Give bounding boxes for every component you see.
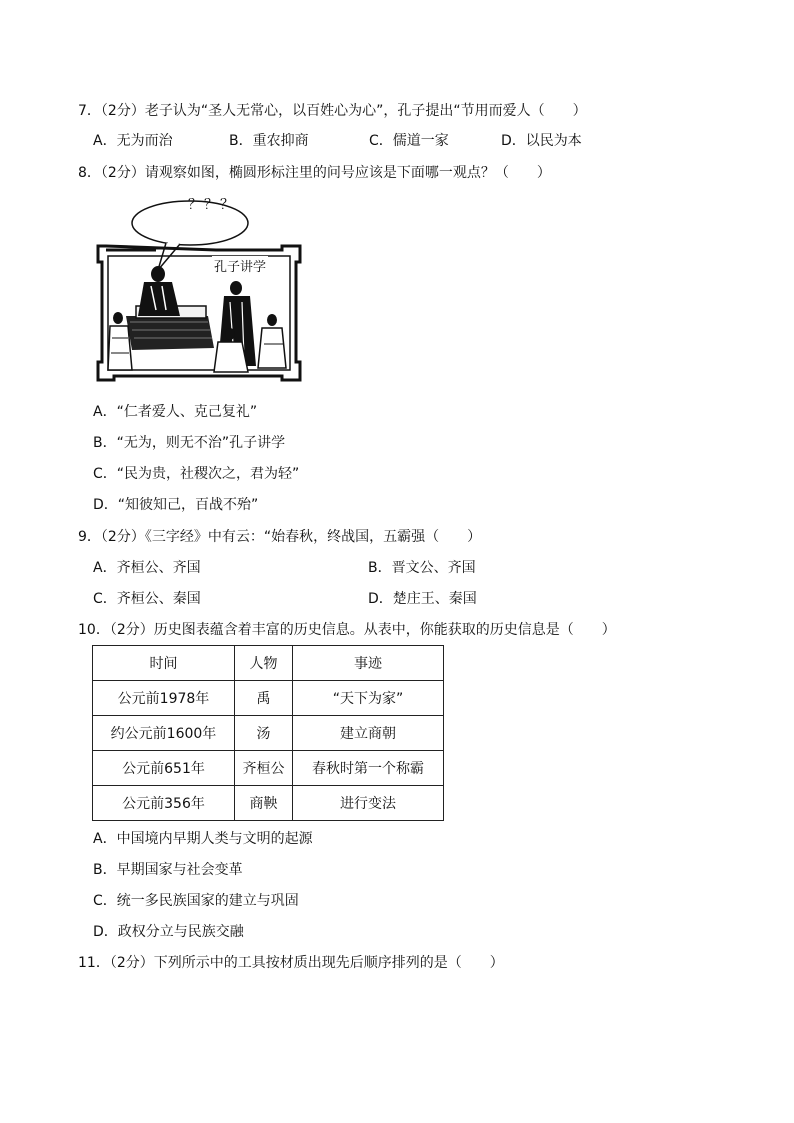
q9-option-a[interactable]: A．齐桓公、齐国 bbox=[93, 560, 201, 576]
q9-option-d[interactable]: D．楚庄王、秦国 bbox=[368, 591, 477, 607]
table-cell: 公元前356年 bbox=[93, 786, 235, 821]
question-11-stem: 11．（2分）下列所示中的工具按材质出现先后顺序排列的是（ ） bbox=[78, 955, 504, 971]
question-8-stem: 8．（2分）请观察如图，椭圆形标注里的问号应该是下面哪一观点？（ ） bbox=[78, 165, 551, 181]
q10-option-d[interactable]: D．政权分立与民族交融 bbox=[93, 924, 244, 940]
illustration-caption: 孔子讲学 bbox=[212, 256, 268, 275]
question-9-stem: 9．（2分）《三字经》中有云：“始春秋，终战国，五霸强（ ） bbox=[78, 529, 482, 545]
table-row bbox=[93, 681, 444, 716]
illustration-svg bbox=[96, 198, 306, 384]
q10-option-a[interactable]: A．中国境内早期人类与文明的起源 bbox=[93, 831, 313, 847]
q8-option-a[interactable]: A．“仁者爱人、克己复礼” bbox=[93, 404, 258, 420]
table-cell: 建立商朝 bbox=[293, 716, 444, 751]
q8-option-b[interactable]: B．“无为，则无不治”孔子讲学 bbox=[93, 435, 286, 451]
q9-option-b[interactable]: B．晋文公、齐国 bbox=[368, 560, 476, 576]
table-header-cell: 时间 bbox=[93, 646, 235, 681]
speech-bubble-text: ？？？ bbox=[188, 197, 236, 213]
q10-option-c[interactable]: C．统一多民族国家的建立与巩固 bbox=[93, 893, 299, 909]
history-table bbox=[92, 645, 444, 821]
table-header-cell: 事迹 bbox=[293, 646, 444, 681]
table-row bbox=[93, 786, 444, 821]
q7-option-b[interactable]: B．重农抑商 bbox=[229, 133, 309, 149]
table-cell: 约公元前1600年 bbox=[93, 716, 235, 751]
question-7-stem: 7．（2分）老子认为“圣人无常心，以百姓心为心”，孔子提出“节用而爱人（ ） bbox=[78, 103, 587, 119]
table-cell: 公元前1978年 bbox=[93, 681, 235, 716]
table-cell: 进行变法 bbox=[293, 786, 444, 821]
table-cell: 公元前651年 bbox=[93, 751, 235, 786]
table-header-cell: 人物 bbox=[235, 646, 293, 681]
table-cell: 汤 bbox=[235, 716, 293, 751]
table-row bbox=[93, 716, 444, 751]
q7-option-c[interactable]: C．儒道一家 bbox=[369, 133, 449, 149]
table-cell: 禹 bbox=[235, 681, 293, 716]
table-header-row bbox=[93, 646, 444, 681]
q7-option-a[interactable]: A．无为而治 bbox=[93, 133, 173, 149]
confucius-teaching-illustration bbox=[96, 198, 306, 384]
table-cell: 商鞅 bbox=[235, 786, 293, 821]
q10-option-b[interactable]: B．早期国家与社会变革 bbox=[93, 862, 243, 878]
q8-option-d[interactable]: D．“知彼知己，百战不殆” bbox=[93, 497, 259, 513]
table-cell: 春秋时第一个称霸 bbox=[293, 751, 444, 786]
q8-option-c[interactable]: C．“民为贵，社稷次之，君为轻” bbox=[93, 466, 300, 482]
q9-option-c[interactable]: C．齐桓公、秦国 bbox=[93, 591, 201, 607]
table-row bbox=[93, 751, 444, 786]
q7-option-d[interactable]: D．以民为本 bbox=[501, 133, 582, 149]
table-cell: “天下为家” bbox=[293, 681, 444, 716]
table-cell: 齐桓公 bbox=[235, 751, 293, 786]
question-10-stem: 10．（2分）历史图表蕴含着丰富的历史信息。从表中，你能获取的历史信息是（ ） bbox=[78, 622, 616, 638]
